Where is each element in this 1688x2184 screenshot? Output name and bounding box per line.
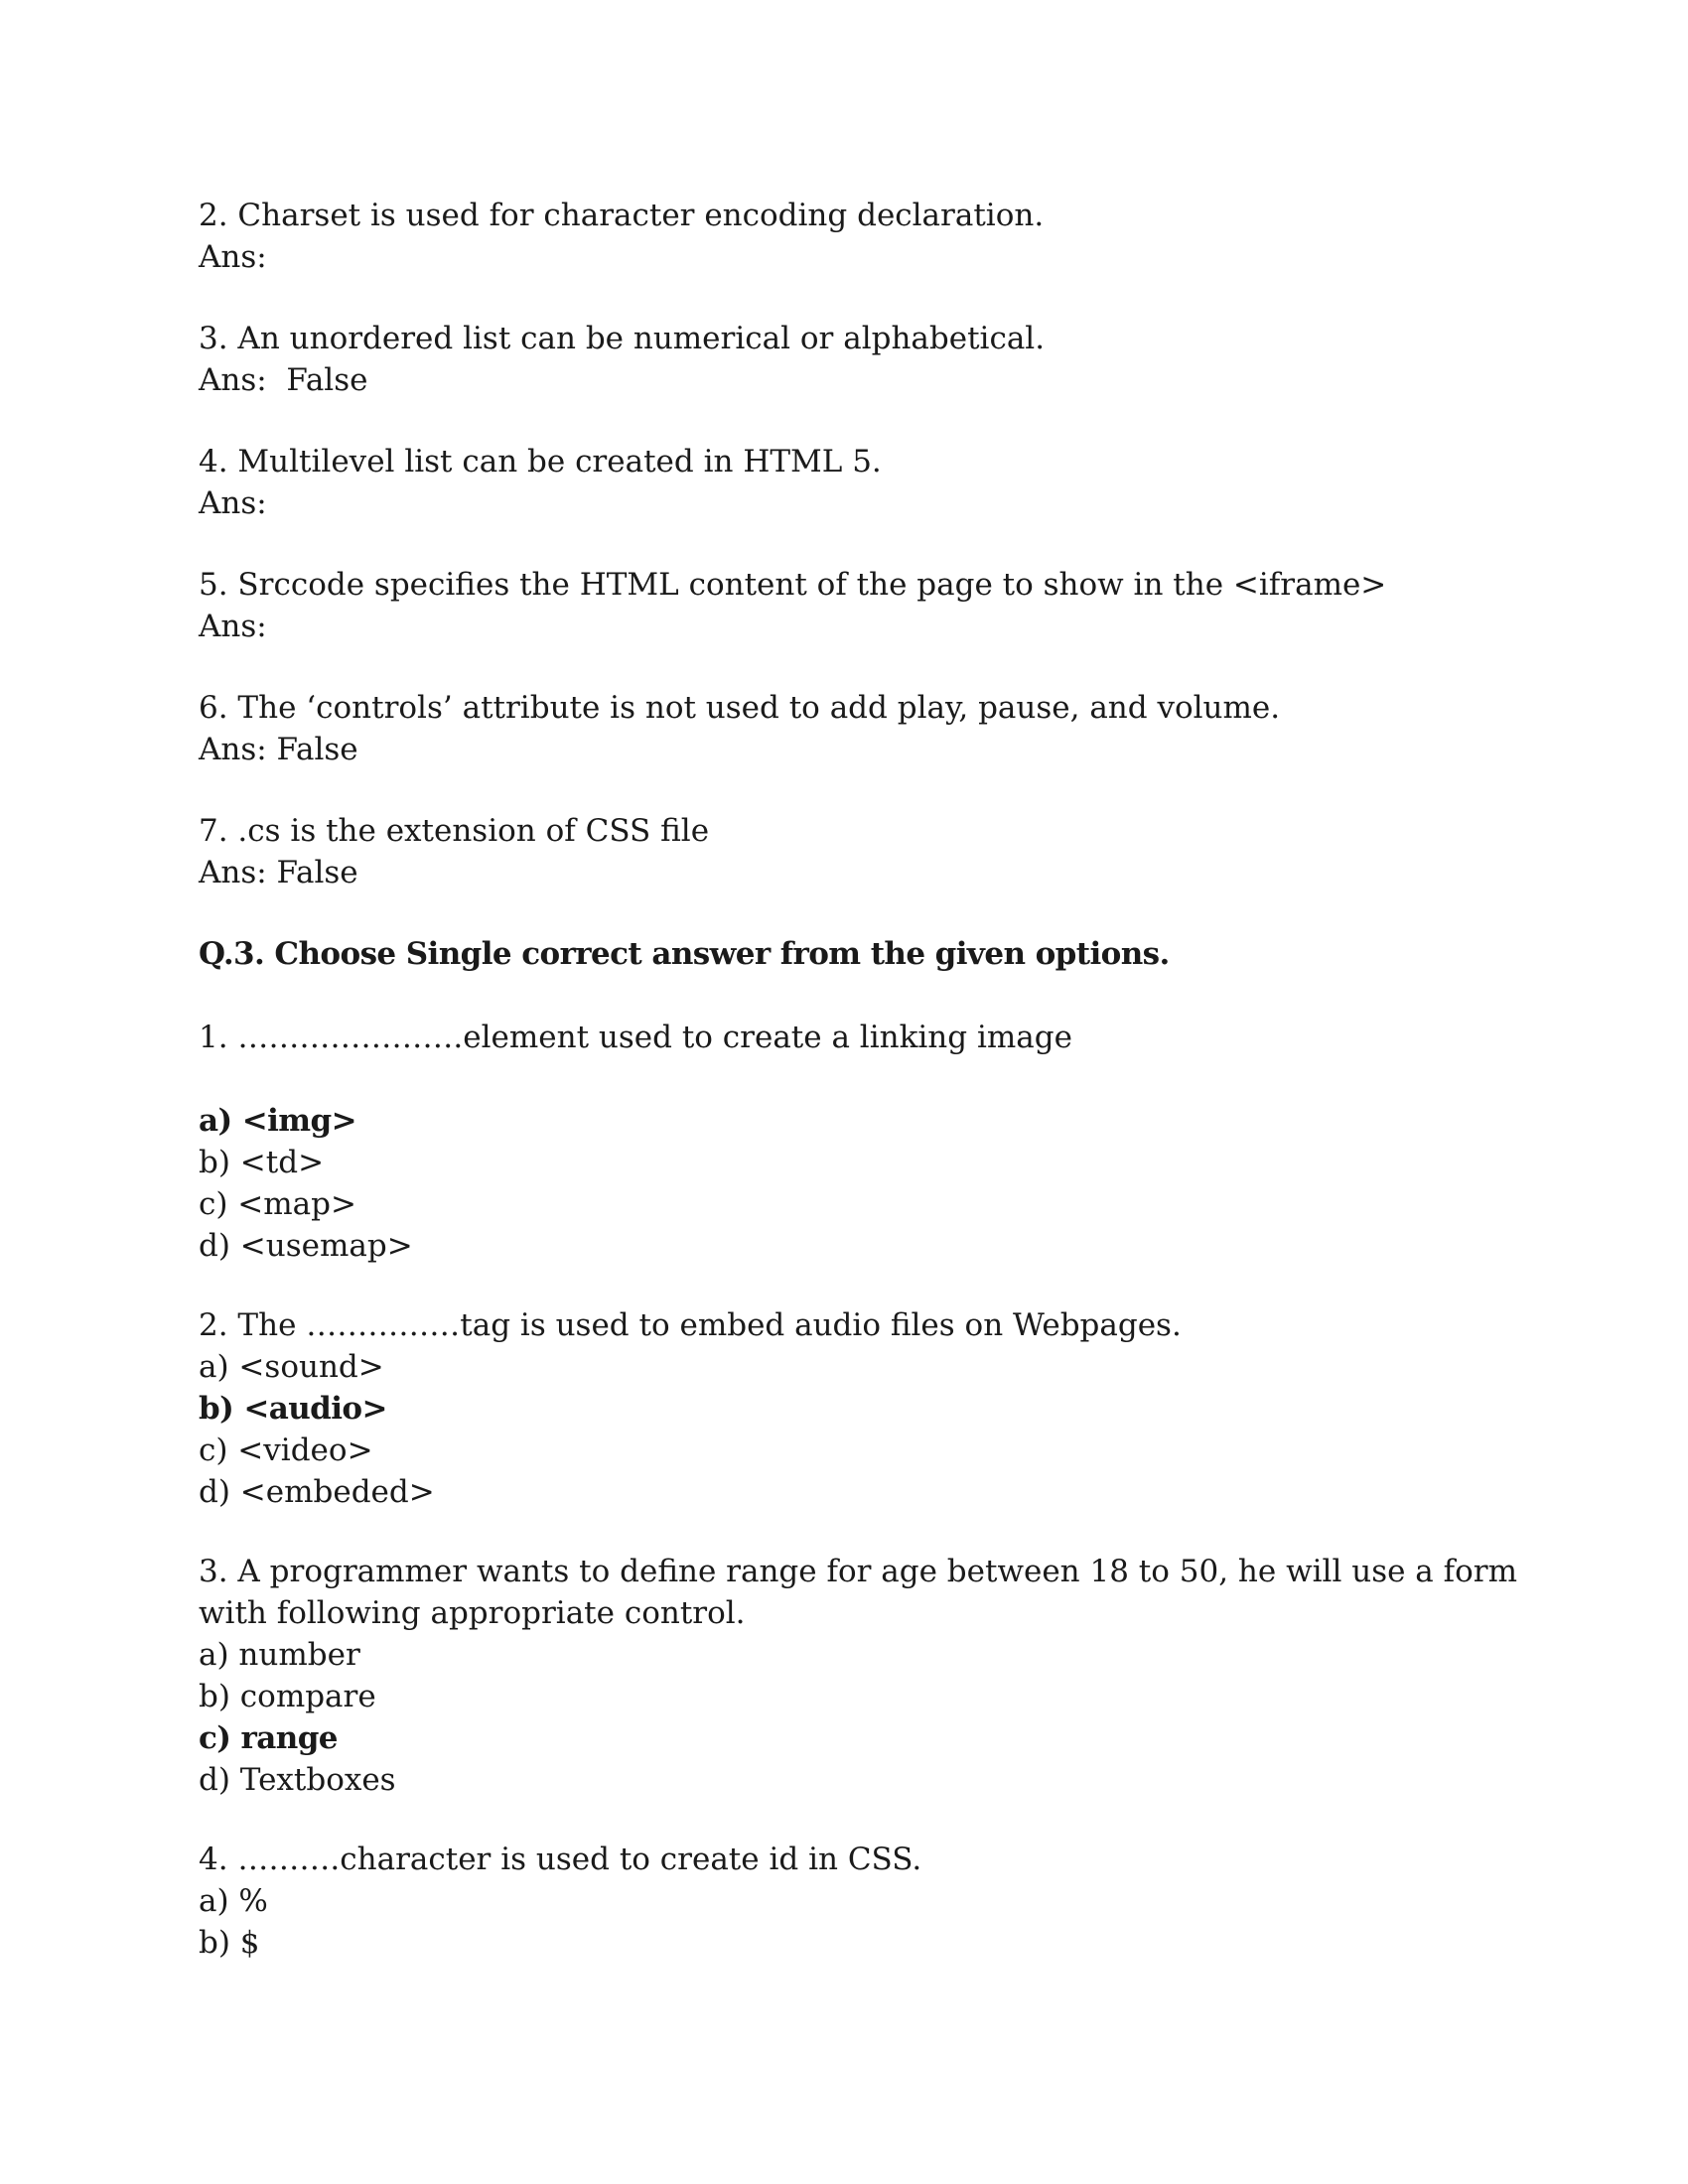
tf-answer: Ans: False (199, 362, 368, 398)
tf-item-3 (199, 318, 1519, 401)
mcq-stem: 1. ………………….element used to create a linking image (199, 1020, 1072, 1055)
tf-question: 6. The ‘controls’ attribute is not used to add play, pause, and volume. (199, 690, 1281, 726)
mcq-option-correct: a) <img> (199, 1103, 356, 1139)
tf-item-4 (199, 441, 1519, 524)
mcq-option-correct: b) <audio> (199, 1391, 387, 1427)
tf-question: 5. Srccode specifies the HTML content of the page to show in the <iframe> (199, 567, 1387, 603)
tf-question: 7. .cs is the extension of CSS file (199, 813, 710, 849)
mcq-option: c) <map> (199, 1186, 356, 1222)
tf-item-5 (199, 564, 1519, 647)
tf-answer: Ans: (199, 485, 267, 521)
mcq-option: b) $ (199, 1925, 260, 1961)
mcq-option: d) Textboxes (199, 1762, 396, 1798)
mcq-4 (199, 1839, 1519, 1964)
mcq-stem: 4. ……….character is used to create id in CSS. (199, 1842, 922, 1877)
document-page (199, 195, 1519, 2001)
tf-answer: Ans: False (199, 855, 358, 890)
mcq-option: d) <usemap> (199, 1228, 413, 1264)
tf-answer: Ans: False (199, 732, 358, 767)
tf-item-6 (199, 687, 1519, 770)
mcq-option: a) <sound> (199, 1349, 384, 1385)
section-heading: Q.3. Choose Single correct answer from the given options. (199, 936, 1170, 972)
mcq-option: a) % (199, 1883, 268, 1919)
tf-item-7 (199, 810, 1519, 893)
mcq-stem-continued: with following appropriate control. (199, 1595, 746, 1631)
tf-answer: Ans: (199, 239, 267, 275)
tf-question: 4. Multilevel list can be created in HTML 5. (199, 444, 882, 479)
mcq-1 (199, 1017, 1519, 1267)
mcq-stem: 2. The ……………tag is used to embed audio files on Webpages. (199, 1307, 1182, 1343)
mcq-option: b) compare (199, 1679, 376, 1714)
mcq-option: d) <embeded> (199, 1474, 435, 1510)
mcq-option: b) <td> (199, 1145, 325, 1180)
tf-item-2 (199, 195, 1519, 278)
mcq-option-correct: c) range (199, 1720, 338, 1756)
mcq-stem: 3. A programmer wants to define range for age between 18 to 50, he will use a form (199, 1554, 1517, 1589)
mcq-2 (199, 1304, 1519, 1513)
tf-question: 3. An unordered list can be numerical or alphabetical. (199, 321, 1046, 356)
mcq-option: a) number (199, 1637, 360, 1673)
mcq-option: c) <video> (199, 1433, 373, 1468)
tf-question: 2. Charset is used for character encoding declaration. (199, 198, 1045, 233)
mcq-3 (199, 1551, 1519, 1801)
tf-answer: Ans: (199, 609, 267, 644)
